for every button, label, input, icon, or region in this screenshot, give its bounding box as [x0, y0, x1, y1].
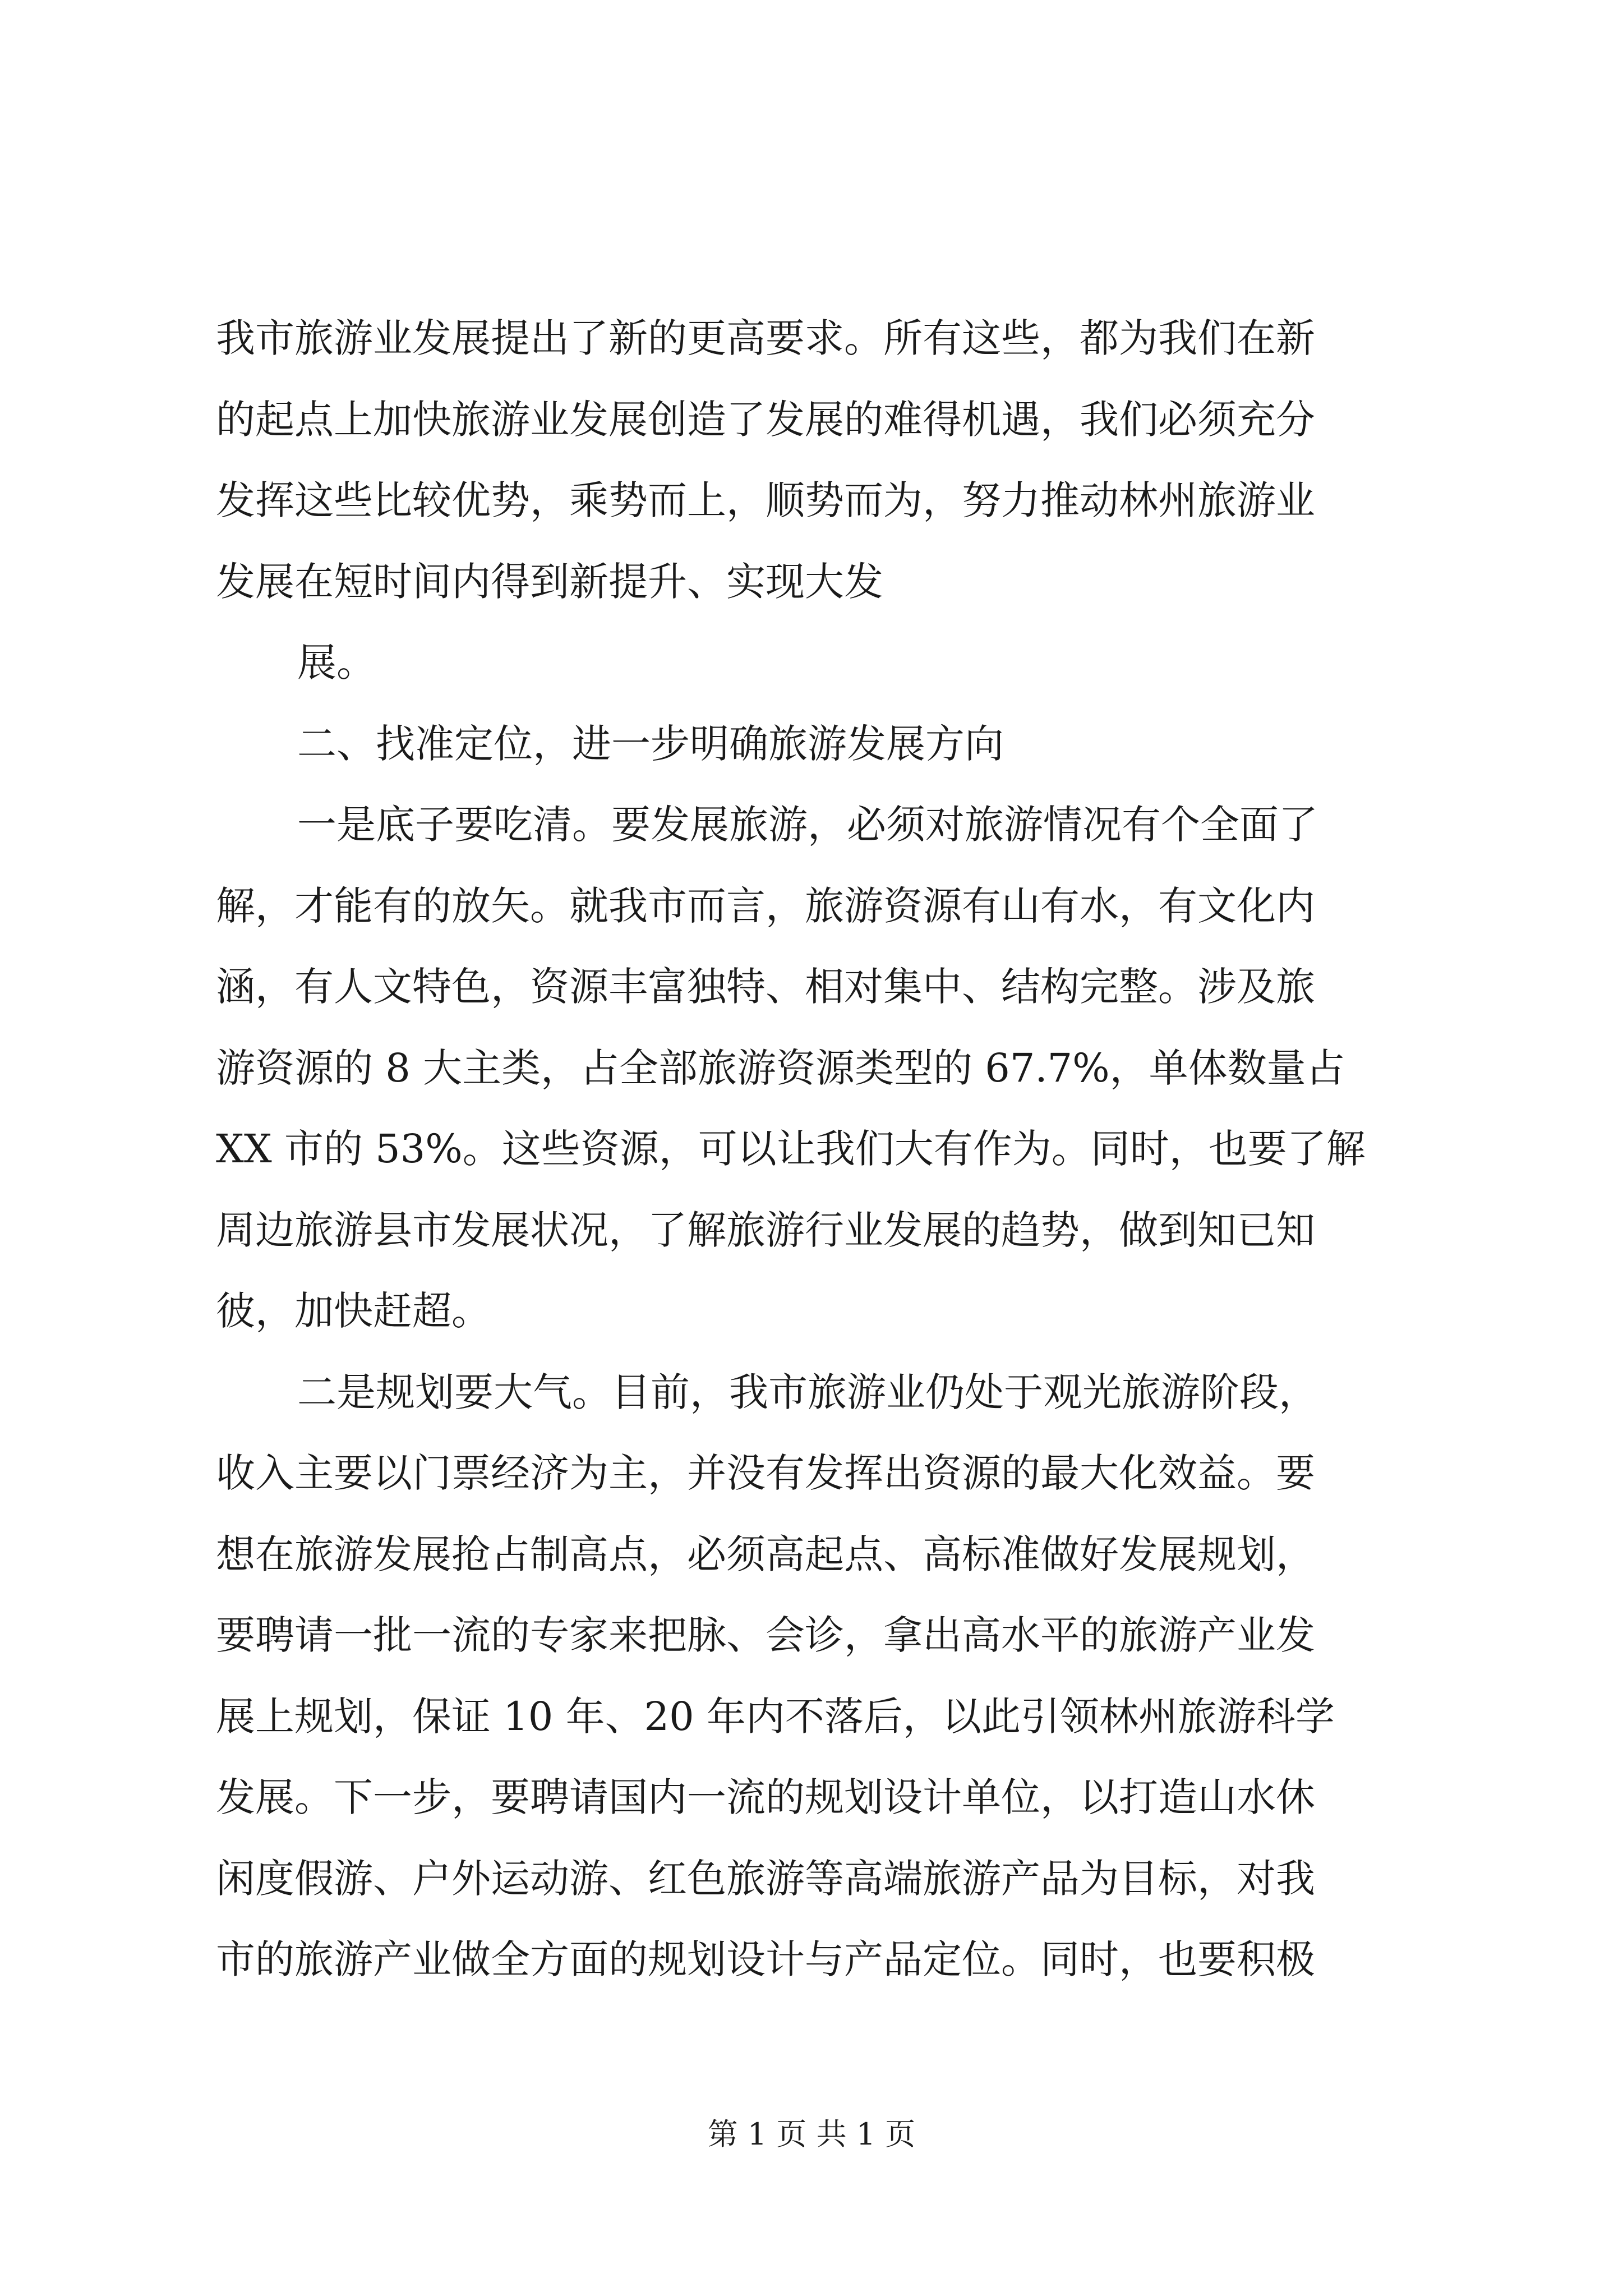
section-heading: 二、找准定位，进一步明确旅游发展方向	[297, 721, 1004, 767]
paragraph-line: 游资源的 8 大主类，占全部旅游资源类型的 67.7%，单体数量占	[216, 1045, 1345, 1091]
paragraph-line: 发挥这些比较优势，乘势而上，顺势而为，努力推动林州旅游业	[216, 477, 1315, 523]
paragraph-line: 收入主要以门票经济为主，并没有发挥出资源的最大化效益。要	[216, 1450, 1315, 1496]
paragraph-line: 周边旅游县市发展状况，了解旅游行业发展的趋势，做到知已知	[216, 1207, 1315, 1253]
paragraph-line: 展。	[297, 639, 376, 685]
paragraph-line: 二是规划要大气。目前，我市旅游业仍处于观光旅游阶段，	[297, 1369, 1318, 1415]
paragraph-line: 一是底子要吃清。要发展旅游，必须对旅游情况有个全面了	[297, 802, 1318, 848]
paragraph-line: 的起点上加快旅游业发展创造了发展的难得机遇，我们必须充分	[216, 397, 1315, 443]
paragraph-line: 我市旅游业发展提出了新的更高要求。所有这些，都为我们在新	[216, 315, 1315, 361]
paragraph-line: 发展在短时间内得到新提升、实现大发	[216, 559, 883, 605]
paragraph-line: 解，才能有的放矢。就我市而言，旅游资源有山有水，有文化内	[216, 883, 1315, 929]
paragraph-line: 彼，加快赶超。	[216, 1288, 491, 1334]
paragraph-line: 闲度假游、户外运动游、红色旅游等高端旅游产品为目标，对我	[216, 1856, 1315, 1902]
paragraph-line: 要聘请一批一流的专家来把脉、会诊，拿出高水平的旅游产业发	[216, 1612, 1315, 1658]
paragraph-line: XX 市的 53%。这些资源，可以让我们大有作为。同时，也要了解	[216, 1126, 1366, 1172]
paragraph-line: 展上规划，保证 10 年、20 年内不落后，以此引领林州旅游科学	[216, 1694, 1335, 1740]
paragraph-line: 发展。下一步，要聘请国内一流的规划设计单位，以打造山水休	[216, 1774, 1315, 1820]
paragraph-line: 想在旅游发展抢占制高点，必须高起点、高标准做好发展规划，	[216, 1531, 1315, 1577]
page-number-footer: 第 1 页 共 1 页	[707, 2116, 916, 2152]
paragraph-line: 涵，有人文特色，资源丰富独特、相对集中、结构完整。涉及旅	[216, 964, 1315, 1010]
paragraph-line: 市的旅游产业做全方面的规划设计与产品定位。同时，也要积极	[216, 1936, 1315, 1982]
